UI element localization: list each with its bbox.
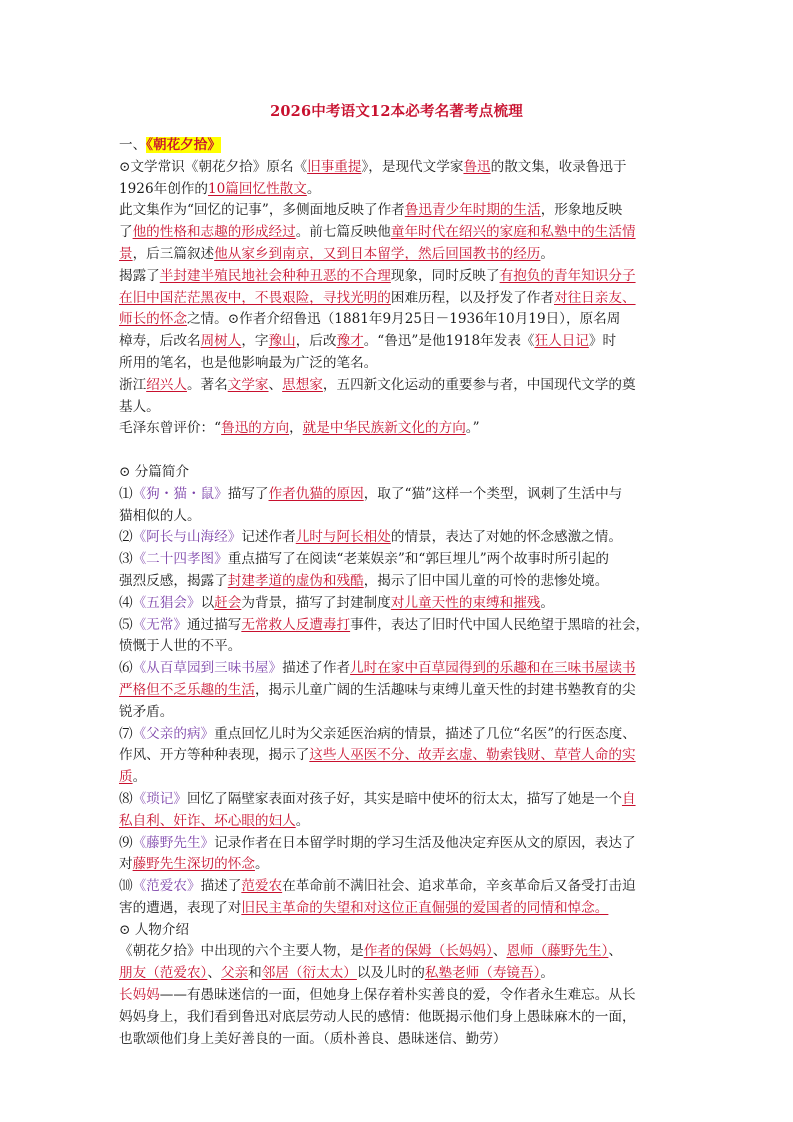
text-run: 的情景，表达了对她的怀念感激之情。 xyxy=(390,529,622,546)
text-run: 作风、开方等种种表现，揭示了 xyxy=(119,747,310,764)
text-line xyxy=(119,266,679,288)
text-run: 、 xyxy=(268,376,283,393)
key-point: 旧事重提 xyxy=(307,158,362,175)
text-run: 所用的笔名，也是他影响最为广泛的笔名。 xyxy=(119,354,378,371)
text-run: 浙江 xyxy=(119,376,147,393)
text-run: ，字 xyxy=(241,333,269,350)
key-point: 鲁迅 xyxy=(463,158,491,175)
chapter-title: 《阿长与山海经》 xyxy=(132,529,242,546)
chapter-title: 《范爱农》 xyxy=(132,878,201,895)
chapter-title: 《从百草园到三味书屋》 xyxy=(132,660,283,677)
text-run: ，揭示了旧中国儿童的可怜的悲惨处境。 xyxy=(363,572,609,589)
text-run: 在革命前不满旧社会、追求革命，辛亥革命后又备受打击迫 xyxy=(282,878,636,895)
text-line xyxy=(119,593,679,615)
text-run: ，揭示儿童广阔的生活趣味与束缚儿童天性的封建书塾教育的尖 xyxy=(254,681,636,698)
text-run: 。 xyxy=(540,245,554,262)
text-run: 此文集作为“回忆的记事”，多侧面地反映了作者 xyxy=(119,202,405,219)
text-run: 重点回忆儿时为父亲延医治病的情景，描述了几位“名医”的行医态度、 xyxy=(214,725,636,742)
text-run: 基人。 xyxy=(119,398,160,415)
text-run: 困难历程，以及抒发了作者 xyxy=(390,289,554,306)
text-run: ⊙ 分篇简介 xyxy=(119,463,190,480)
text-run: 记录作者在日本留学时期的学习生活及他决定弃医从文的原因，表达了 xyxy=(214,834,636,851)
key-point: 鲁迅青少年时期的生活 xyxy=(404,202,541,219)
key-point: 无常救人反遭毒打 xyxy=(241,616,351,633)
document-body xyxy=(119,135,679,1050)
text-run: 锐矛盾。 xyxy=(119,703,174,720)
text-line xyxy=(119,157,679,179)
key-point: 半封建半殖民地社会种种丑恶的不合理 xyxy=(159,267,391,284)
text-line xyxy=(119,636,679,658)
text-line xyxy=(119,179,679,201)
text-run: 、 xyxy=(207,965,221,982)
key-point: 儿时在家中百草园得到的乐趣和在三味书屋读书 xyxy=(350,660,636,677)
key-point: 狂人日记 xyxy=(534,333,589,350)
text-run: 和 xyxy=(248,965,262,982)
key-point: 自 xyxy=(621,790,636,807)
text-line xyxy=(119,745,679,767)
text-run: 。前七篇反映他 xyxy=(295,224,391,241)
text-run: ⑽ xyxy=(119,878,133,895)
text-line xyxy=(119,375,679,397)
text-run: 、 xyxy=(608,943,622,960)
text-run: ⑶ xyxy=(119,551,133,568)
text-line xyxy=(119,288,679,310)
text-run: ⑸ xyxy=(119,616,133,633)
key-point: 就是中华民族新文化的方向 xyxy=(302,420,466,437)
text-run: 、 xyxy=(492,943,507,960)
text-run: 一、 xyxy=(119,137,147,153)
key-point: 朋友（范爱农） xyxy=(119,965,208,982)
text-run: ⑵ xyxy=(119,529,133,546)
key-point: 周树人 xyxy=(200,333,242,350)
text-run: 。“鲁迅”是他1918年发表《 xyxy=(363,333,535,350)
chapter-title: 《藤野先生》 xyxy=(132,834,215,851)
key-point: 作者仇猫的原因 xyxy=(268,485,364,502)
text-run: ⑺ xyxy=(119,725,133,742)
text-line xyxy=(119,876,679,898)
text-run: 以及儿时的 xyxy=(356,965,425,982)
key-point: 景 xyxy=(119,245,133,262)
key-point: 质 xyxy=(119,769,133,786)
key-point: 有抱负的青年知识分子 xyxy=(499,267,636,284)
text-run: 。 xyxy=(132,769,147,786)
key-point: 父亲 xyxy=(220,965,249,982)
chapter-title: 《琐记》 xyxy=(132,790,187,807)
key-point: 严格但不乏乐趣的生活 xyxy=(119,681,255,698)
key-point: 邻居（衍太太） xyxy=(261,965,357,982)
text-line xyxy=(119,680,679,702)
text-line xyxy=(119,506,679,528)
text-run: 。 xyxy=(254,856,269,873)
key-point: 对儿童天性的束缚和摧残 xyxy=(390,594,541,611)
text-line xyxy=(119,244,679,266)
text-run: 毛泽东曾评价：“ xyxy=(119,420,222,437)
text-line xyxy=(119,484,679,506)
key-point: 师长的怀念 xyxy=(119,311,187,328)
key-point: 这些人巫医不分、故弄玄虚、勒索钱财、草菅人命的实 xyxy=(309,747,636,764)
key-point: 范爱农 xyxy=(241,878,283,895)
key-point: 思想家 xyxy=(282,376,323,393)
text-run: 。 xyxy=(540,965,554,982)
text-line xyxy=(119,811,679,833)
text-line xyxy=(119,615,679,637)
text-run: ⊙文学常识《朝花夕拾》原名《 xyxy=(119,158,308,175)
text-run: 害的遭遇，表现了对 xyxy=(119,899,242,916)
text-run: 》，是现代文学家 xyxy=(361,158,464,175)
text-run: ，形象地反映 xyxy=(540,202,623,219)
text-line xyxy=(119,898,679,920)
key-point: 豫才 xyxy=(336,333,364,350)
key-point: 豫山 xyxy=(268,333,296,350)
key-point: 绍兴人 xyxy=(146,376,187,393)
key-point: 童年时代在绍兴的家庭和私塾中的生活情 xyxy=(390,224,636,241)
text-line xyxy=(119,702,679,724)
text-line xyxy=(119,1007,679,1029)
key-point: 儿时与阿长相处 xyxy=(295,529,391,546)
text-run: 。 xyxy=(540,594,554,611)
key-point: 赶会 xyxy=(214,594,242,611)
text-line xyxy=(119,941,679,963)
text-run: ，五四新文化运动的重要参与者，中国现代文学的奠 xyxy=(322,376,636,393)
text-run: 重点描写了在阅读“老莱娱亲”和“郭巨埋儿”两个故事时所引起的 xyxy=(227,551,609,568)
blank-line xyxy=(119,440,679,462)
text-run: 。” xyxy=(465,420,480,437)
chapter-title: 《二十四孝图》 xyxy=(132,551,228,568)
text-run: 通过描写 xyxy=(186,616,242,633)
text-line xyxy=(119,222,679,244)
key-point: 他从家乡到南京，又到日本留学，然后回国教书的经历 xyxy=(214,245,541,262)
key-point: 在旧中国茫茫黑夜中，不畏艰险，寻找光明的 xyxy=(119,289,391,306)
text-run: ， xyxy=(289,420,303,437)
text-line xyxy=(119,1029,679,1051)
text-line xyxy=(119,963,679,985)
text-run: 。著名 xyxy=(186,376,228,393)
key-point: 文学家 xyxy=(227,376,269,393)
chapter-title: 《无常》 xyxy=(132,616,187,633)
text-run: 对 xyxy=(119,856,133,873)
key-point: 10篇回忆性散文 xyxy=(207,180,307,197)
text-run: 。 xyxy=(295,812,310,829)
key-point: 恩师（藤野先生） xyxy=(506,943,609,960)
page-title: 2026中考语文12本必考名著考点梳理 xyxy=(270,103,523,120)
key-point: 鲁迅的方向 xyxy=(221,420,290,437)
text-line xyxy=(119,200,679,222)
key-point: 对往日亲友、 xyxy=(554,289,636,306)
text-line xyxy=(119,833,679,855)
text-run: ，后三篇叙述 xyxy=(132,245,215,262)
text-run: 回忆了隔壁家表面对孩子好，其实是暗中使坏的衍太太，描写了她是一个 xyxy=(186,790,622,807)
text-line xyxy=(119,767,679,789)
chapter-title: 《狗・猫・鼠》 xyxy=(132,485,228,502)
text-run: 描写了 xyxy=(227,485,269,502)
section-heading: 《朝花夕拾》 xyxy=(146,137,221,153)
text-line xyxy=(119,854,679,876)
text-run: 以 xyxy=(200,594,215,611)
text-run: ⊙ 人物介绍 xyxy=(119,921,190,938)
text-line xyxy=(119,549,679,571)
text-line xyxy=(119,331,679,353)
text-run: 《朝花夕拾》中出现的六个主要人物，是 xyxy=(119,943,364,960)
text-run: 愤慨于人世的不平。 xyxy=(119,638,242,655)
text-run: 》时 xyxy=(588,333,617,350)
text-run: 描述了 xyxy=(200,878,242,895)
key-point: 旧民主革命的失望和对这位正直倔强的爱国者的同情和悼念。 xyxy=(241,899,609,916)
text-line xyxy=(119,658,679,680)
text-line xyxy=(119,418,679,440)
text-run: 。 xyxy=(306,180,321,197)
text-line xyxy=(119,985,679,1007)
text-line xyxy=(119,724,679,746)
text-run: ，取了“猫”这样一个类型，讽刺了生活中与 xyxy=(363,485,623,502)
text-run: ⑹ xyxy=(119,660,133,677)
text-line xyxy=(119,309,679,331)
text-run: 为背景，描写了封建制度 xyxy=(241,594,391,611)
text-run: 描述了作者 xyxy=(282,660,351,677)
chapter-title: 《五猖会》 xyxy=(132,594,201,611)
key-point: 藤野先生深切的怀念 xyxy=(132,856,255,873)
key-point: 作者的保姆（长妈妈） xyxy=(363,943,493,960)
key-point: 封建孝道的虚伪和残酷 xyxy=(227,572,364,589)
text-run: 揭露了 xyxy=(119,267,160,284)
text-line xyxy=(119,571,679,593)
key-point: 他的性格和志趣的形成经过 xyxy=(132,224,296,241)
text-line xyxy=(119,462,679,484)
text-run: 的散文集，收录鲁迅于 xyxy=(490,158,627,175)
text-line xyxy=(119,353,679,375)
text-run: 1926年创作的 xyxy=(119,180,208,197)
text-line xyxy=(119,135,679,157)
text-run: ，后改 xyxy=(295,333,337,350)
text-run: ⑴ xyxy=(119,485,133,502)
text-run: ⑷ xyxy=(119,594,133,611)
text-run: 事件，表达了旧时代中国人民绝望于黑暗的社会， xyxy=(350,616,650,633)
text-run: 现象，同时反映了 xyxy=(390,267,500,284)
key-point: 长妈妈 xyxy=(119,987,160,1004)
text-run: ⑻ xyxy=(119,790,133,807)
text-line xyxy=(119,527,679,549)
text-run: 樟寿，后改名 xyxy=(119,333,201,350)
text-run: 记述作者 xyxy=(241,529,296,546)
text-run: 也歌颂他们身上美好善良的一面。（质朴善良、愚昧迷信、勤劳） xyxy=(119,1030,507,1047)
key-point: 私自利、奸诈、坏心眼的妇人 xyxy=(119,812,296,829)
text-run: 妈妈身上，我们看到鲁迅对底层劳动人民的感情：他既揭示他们身上愚昧麻木的一面， xyxy=(119,1008,636,1025)
text-run: ——有愚昧迷信的一面，但她身上保存着朴实善良的爱，令作者永生难忘。从长 xyxy=(159,987,636,1004)
text-run: 猫相似的人。 xyxy=(119,507,201,524)
chapter-title: 《父亲的病》 xyxy=(132,725,215,742)
text-line xyxy=(119,789,679,811)
text-run: ⑼ xyxy=(119,834,133,851)
text-run: 之情。⊙作者介绍鲁迅（1881年9月25日－1936年10月19日），原名周 xyxy=(186,311,621,328)
text-run: 了 xyxy=(119,224,133,241)
text-line xyxy=(119,397,679,419)
text-run: 强烈反感，揭露了 xyxy=(119,572,228,589)
key-point: 私塾老师（寿镜吾） xyxy=(424,965,541,982)
text-line xyxy=(119,920,679,942)
